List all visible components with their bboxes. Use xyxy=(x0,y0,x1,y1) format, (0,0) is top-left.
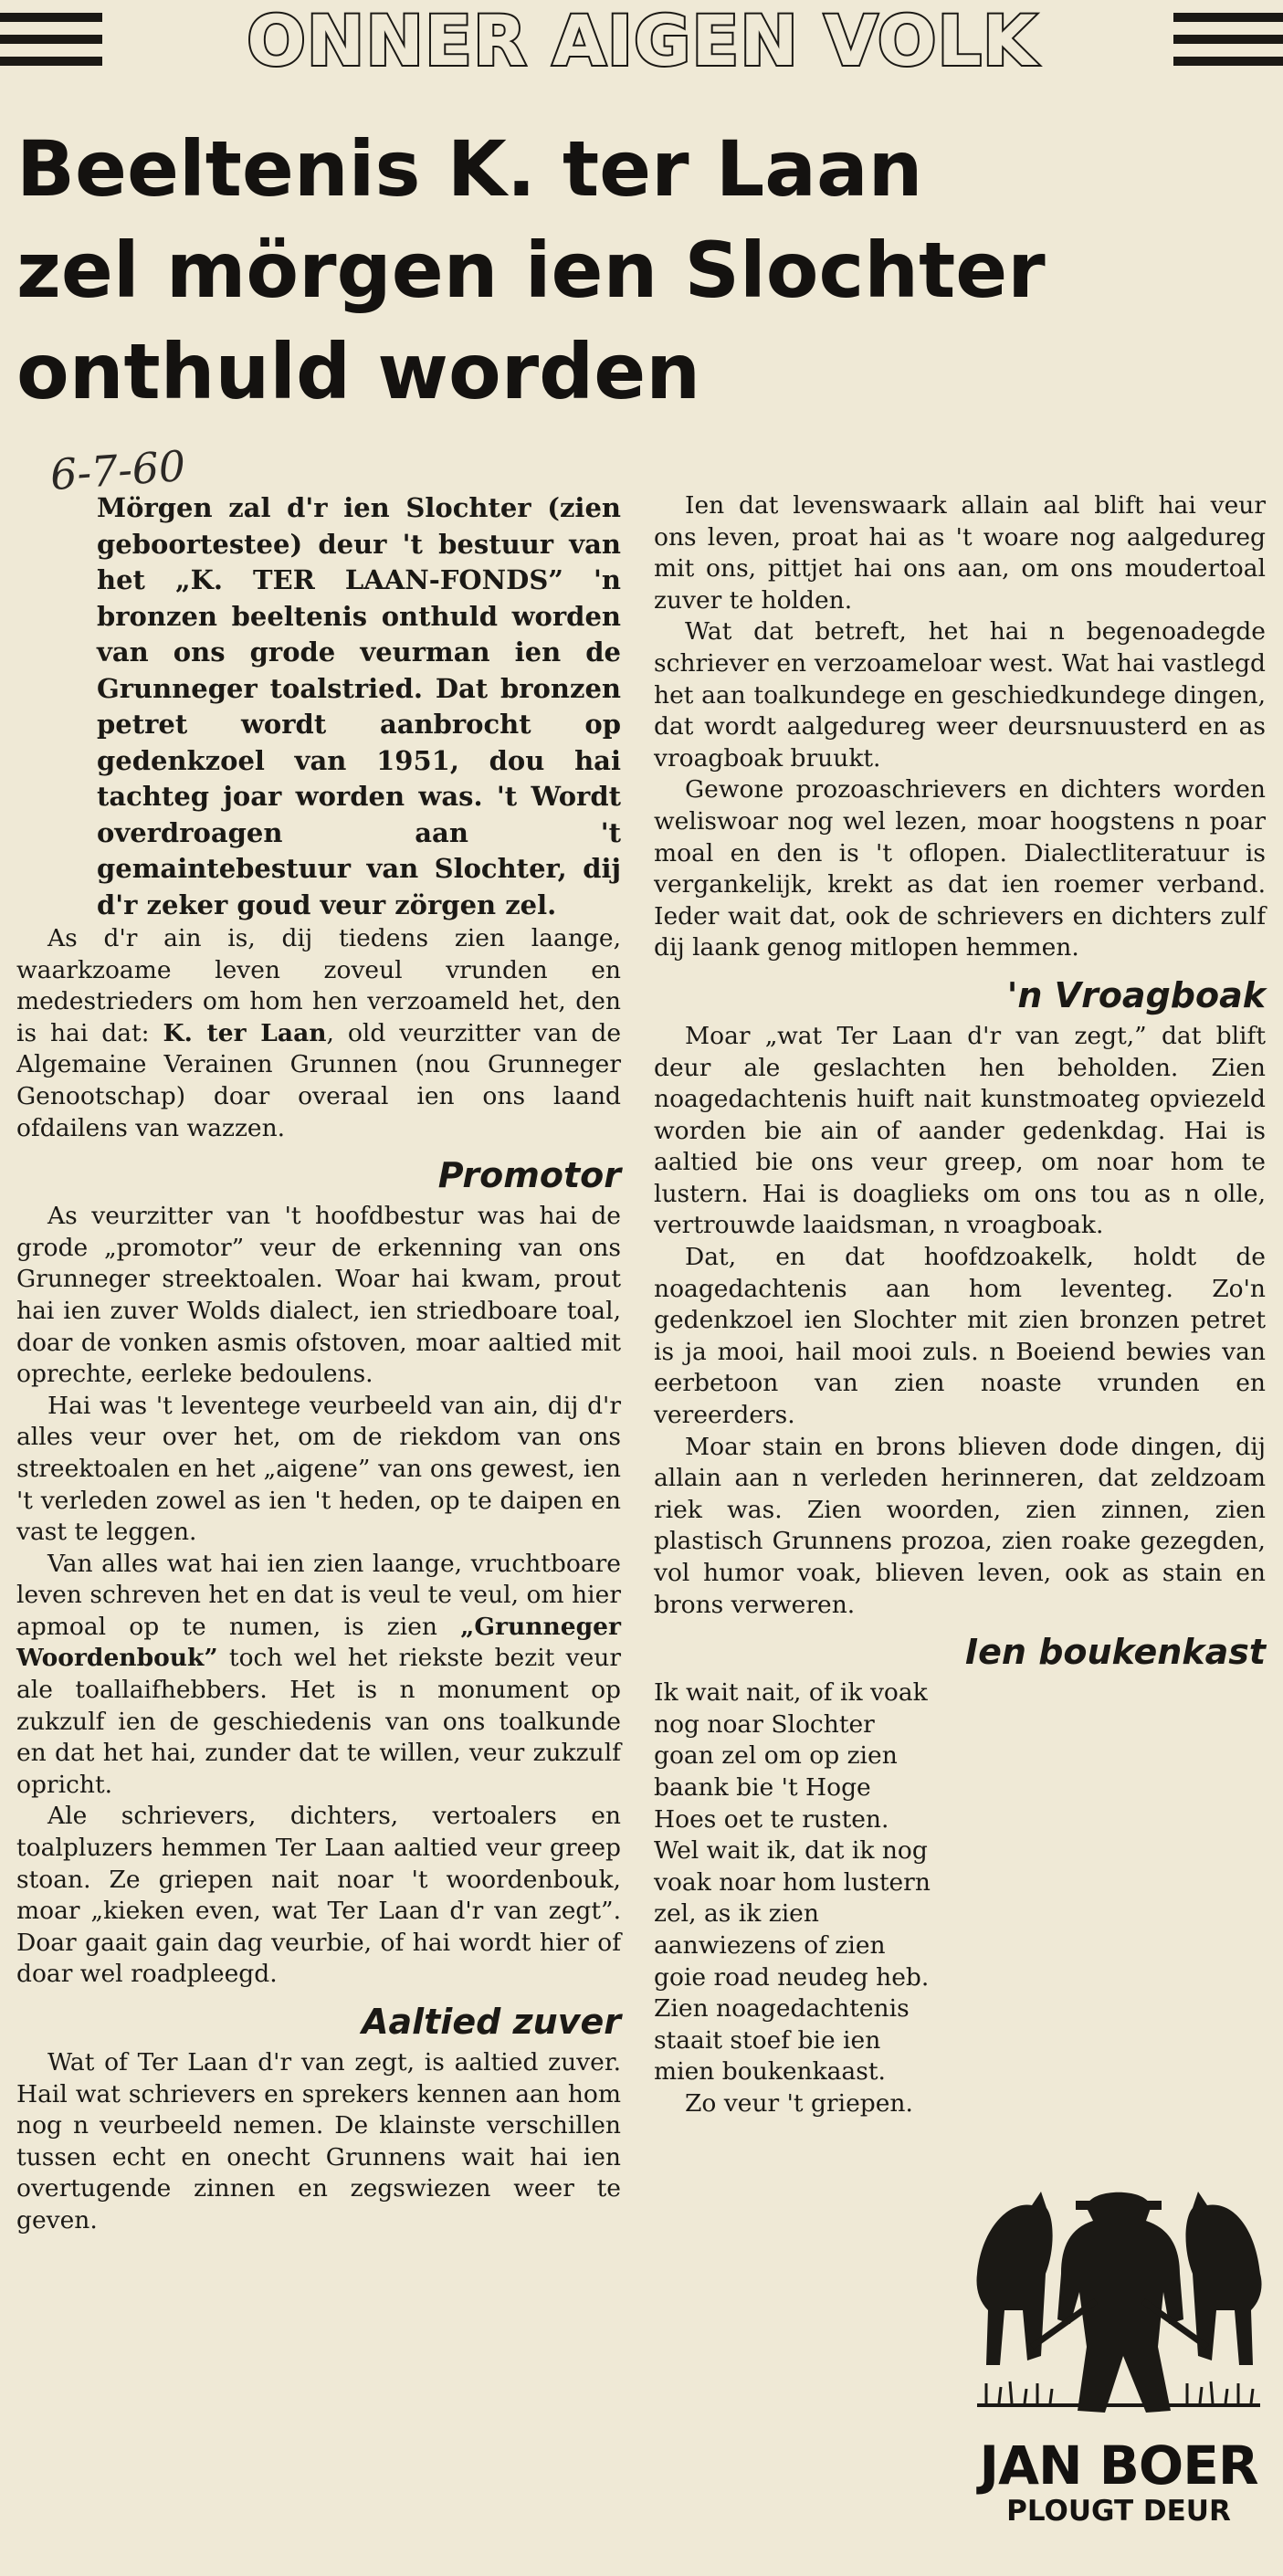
subheading-vroagboak: 'n Vroagboak xyxy=(1006,974,1266,1015)
paragraph: Moar „wat Ter Laan d'r van zegt,” dat blift deur ale geslachten hen beholden. Zien noagedachtenis huift nait kunstmoateg opviezeld worden bie ain of aander gedenkdag. Hai is aaltied bie ons veur greep, om noar hom te lustern. Hai is doaglieks om ons tou as n olle, vertrouwde laaidsman, n vroagboak. xyxy=(654,1021,1266,1240)
ploughman-illustration xyxy=(968,2164,1269,2429)
masthead-rule xyxy=(1173,13,1283,22)
paragraph: Wat dat betreft, het hai n begenoadegde schriever en verzoameloar west. Wat hai vastlegd het aan toalkundege en geschiedkundege dingen, dat wordt aalgedureg weer deursnuusterd en as vroagboak bruukt. xyxy=(654,617,1266,773)
bold-text-run: „Grunneger Woordenbouk” xyxy=(16,1612,621,1673)
paragraph: Zo veur 't griepen. xyxy=(685,2088,913,2118)
author-signature-block xyxy=(968,2164,1269,2548)
masthead xyxy=(0,0,1283,82)
text-run: toch wel het riekste bezit veur ale toallaifhebbers. Het is n monument op zukzulf ien de geschiedenis van ons toalkunde en dat het hai, zunder dat te willen, veur zukzulf opricht. xyxy=(16,1644,621,1799)
closing-text xyxy=(654,1677,939,2119)
subheading-boukenkast: Ien boukenkast xyxy=(965,1632,1266,1673)
bold-text-run: K. ter Laan xyxy=(163,1018,327,1047)
article-column-right xyxy=(654,490,1266,2120)
headline-line-3: onthuld worden xyxy=(16,327,701,416)
text-run: Van alles wat hai ien zien laange, vruchtboare leven schreven het en dat is veul te veul, om hier apmoal op te numen, is zien xyxy=(16,1549,621,1641)
masthead-rule xyxy=(0,57,102,66)
text-run: , old veurzitter van de Algemaine Verainen Grunnen (nou Grunneger Genootschap) doar overaal ien ons laand ofdailens van wazzen. xyxy=(16,1018,622,1142)
article-column-left xyxy=(16,490,621,2237)
masthead-rule xyxy=(1173,35,1283,44)
handwritten-date: 6-7-60 xyxy=(48,440,187,500)
article-lead: Mörgen zal d'r ien Slochter (zien geboortestee) deur 't bestuur van het „K. TER LAAN-FONDS” 'n bronzen beeltenis onthuld worden van ons grode veurman ien de Grunneger toalstried. Dat bronzen petret wordt aanbrocht op gedenkzoel van 1951, dou hai tachteg joar worden was. 't Wordt overdroagen aan 't gemaintebestuur van Slochter, dij d'r zeker goud veur zörgen zel. xyxy=(97,492,621,920)
paragraph xyxy=(16,1549,621,1802)
masthead-rule xyxy=(1173,57,1283,66)
subheading-promotor: Promotor xyxy=(437,1155,621,1196)
headline-line-1: Beeltenis K. ter Laan xyxy=(16,124,923,214)
author-byline: PLOUGT DEUR xyxy=(1006,2495,1231,2528)
paragraph: Dat, en dat hoofdzoakelk, holdt de noagedachtenis aan hom leventeg. Zo'n gedenkzoel ien Slochter mit zien bronzen petret is ja mooi, hail mooi zuls. n Boeiend bewies van eerbetoon van zien noaste vrunden en vereerders. xyxy=(654,1243,1266,1430)
paragraph: Gewone prozoaschrievers en dichters worden weliswoar nog wel lezen, moar hoogstens n poar moal en den is 't oflopen. Dialectliteratuur is vergankelijk, krekt as dat ien roemer verband. Ieder wait dat, ook de schrievers en dichters zulf dij laank genog mitlopen hemmen. xyxy=(654,775,1266,962)
paragraph: Ale schrievers, dichters, vertoalers en toalpluzers hemmen Ter Laan aaltied veur greep stoan. Ze griepen nait noar 't woordenbouk, moar „kieken even, wat Ter Laan d'r van zegt”. Doar gaait gain dag veurbie, of hai wordt hier of doar wel roadpleegd. xyxy=(16,1802,621,1989)
author-name: JAN BOER xyxy=(979,2434,1258,2497)
masthead-title: ONNER AIGEN VOLK xyxy=(247,0,1037,81)
text-run: As d'r ain is, dij tiedens zien laange, waarkzoame leven zoveul vrunden en medestrieders om hom hen verzoameld het, den is hai dat: xyxy=(16,924,621,1047)
paragraph: Ik wait nait, of ik voak nog noar Slochter goan zel om op zien baank bie 't Hoge Hoes oet te rusten. Wel wait ik, dat ik nog voak noar hom lustern zel, as ik zien aanwiezens of zien goie road neudeg heb. xyxy=(654,1678,931,1992)
paragraph: Wat of Ter Laan d'r van zegt, is aaltied zuver. Hail wat schrievers en sprekers kennen aan hom nog n veurbeeld nemen. De klainste verschillen tussen echt en onecht Grunnens wait hai ien overtugende zinnen en zegswiezen weer te geven. xyxy=(16,2048,621,2234)
paragraph: As veurzitter van 't hoofdbestur was hai de grode „promotor” veur de erkenning van ons Grunneger streektoalen. Woar hai kwam, prout hai ien zuver Wolds dialect, ien striedboare toal, doar de vonken asmis ofstoven, moar aaltied mit oprechte, eerleke bedoulens. xyxy=(16,1202,621,1389)
masthead-rule xyxy=(0,35,102,44)
paragraph: Hai was 't leventege veurbeeld van ain, dij d'r alles veur over het, om de riekdom van ons streektoalen en het „aigene” van ons gewest, ien 't verleden zowel as ien 't heden, op te daipen en vast te leggen. xyxy=(16,1391,621,1547)
paragraph: Zien noagedachtenis staait stoef bie ien mien boukenkaast. xyxy=(654,1994,910,2087)
masthead-rule xyxy=(0,13,102,22)
paragraph: Ien dat levenswaark allain aal blift hai veur ons leven, proat hai as 't woare nog aalgedureg mit ons, pittjet hai ons aan, om ons moudertoal zuver te holden. xyxy=(654,491,1266,615)
headline-line-2: zel mörgen ien Slochter xyxy=(16,226,1046,315)
subheading-aaltied-zuver: Aaltied zuver xyxy=(362,2002,621,2042)
paragraph: Moar stain en brons blieven dode dingen, dij allain aan n verleden herinneren, dat zeldzoam riek was. Zien woorden, zien zinnen, zien plastisch Grunnens prozoa, zien roake gezegden, vol humor voak, blieven leven, ook as stain en brons verweren. xyxy=(654,1432,1266,1619)
paragraph xyxy=(16,923,621,1144)
headline xyxy=(16,119,1258,423)
